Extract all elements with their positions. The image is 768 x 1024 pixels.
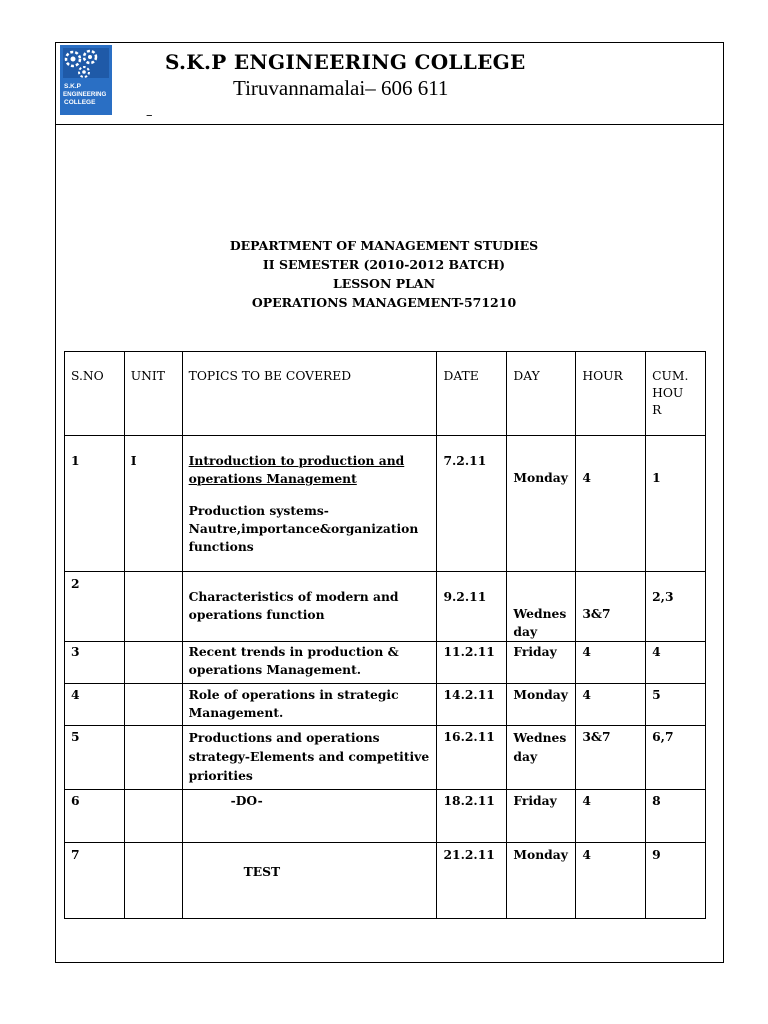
cell-hour: 3&7 bbox=[576, 726, 646, 790]
cell-day: Monday bbox=[507, 436, 576, 572]
table-row bbox=[65, 436, 706, 572]
cell-cum-hour: 1 bbox=[646, 436, 706, 572]
lesson-plan-table bbox=[64, 351, 706, 919]
cell-sno: 1 bbox=[65, 436, 125, 572]
cell-topic: Characteristics of modern and operations function bbox=[182, 572, 437, 642]
cell-day bbox=[507, 726, 576, 790]
cum-hour-line-2: HOU bbox=[652, 386, 684, 400]
subject-title: OPERATIONS MANAGEMENT-571210 bbox=[251, 295, 517, 310]
cell-topic: TEST bbox=[182, 843, 437, 919]
cell-day bbox=[507, 572, 576, 642]
col-header-hour: HOUR bbox=[576, 352, 646, 436]
cell-unit bbox=[124, 726, 182, 790]
cell-cum-hour: 6,7 bbox=[646, 726, 706, 790]
cell-day: Monday bbox=[507, 684, 576, 726]
cell-hour: 4 bbox=[576, 436, 646, 572]
cell-unit bbox=[124, 843, 182, 919]
cell-cum-hour: 2,3 bbox=[646, 572, 706, 642]
semester-title: II SEMESTER (2010-2012 BATCH) bbox=[262, 257, 506, 272]
col-header-day: DAY bbox=[507, 352, 576, 436]
cell-hour: 3&7 bbox=[576, 572, 646, 642]
cell-date: 14.2.11 bbox=[437, 684, 507, 726]
topic-main: Introduction to production and operations Management bbox=[188, 453, 405, 486]
logo-text-1: S.K.P bbox=[64, 83, 81, 90]
cell-sno: 7 bbox=[65, 843, 125, 919]
cell-sno: 6 bbox=[65, 790, 125, 843]
cell-topic: Recent trends in production & operations Management. bbox=[182, 642, 437, 684]
cell-topic: -DO- bbox=[182, 790, 437, 843]
cell-date: 9.2.11 bbox=[437, 572, 507, 642]
day-line-1: Wednes bbox=[513, 730, 567, 745]
logo-text-3: COLLEGE bbox=[64, 99, 96, 106]
header-divider bbox=[55, 124, 724, 125]
cell-unit bbox=[124, 790, 182, 843]
cell-sno: 3 bbox=[65, 642, 125, 684]
header-dash: – bbox=[146, 108, 153, 123]
topic-sub: Production systems- Nautre,importance&organization functions bbox=[188, 503, 419, 554]
cell-date: 7.2.11 bbox=[437, 436, 507, 572]
col-header-sno: S.NO bbox=[65, 352, 125, 436]
table-row bbox=[65, 726, 706, 790]
col-header-unit: UNIT bbox=[124, 352, 182, 436]
cell-unit bbox=[124, 684, 182, 726]
cell-cum-hour: 9 bbox=[646, 843, 706, 919]
table-row bbox=[65, 572, 706, 642]
cell-topic: Role of operations in strategic Management. bbox=[182, 684, 437, 726]
doc-type-title: LESSON PLAN bbox=[332, 276, 436, 291]
cell-topic bbox=[182, 436, 437, 572]
cell-date: 18.2.11 bbox=[437, 790, 507, 843]
cell-unit bbox=[124, 572, 182, 642]
cum-hour-line-3: R bbox=[652, 403, 662, 417]
cell-sno: 5 bbox=[65, 726, 125, 790]
table-row bbox=[65, 843, 706, 919]
college-logo bbox=[60, 45, 112, 115]
college-address: Tiruvannamalai– 606 611 bbox=[233, 76, 449, 100]
document-heading bbox=[0, 236, 768, 312]
cell-date: 21.2.11 bbox=[437, 843, 507, 919]
cell-sno: 4 bbox=[65, 684, 125, 726]
cell-hour: 4 bbox=[576, 843, 646, 919]
cell-day: Friday bbox=[507, 790, 576, 843]
cell-cum-hour: 4 bbox=[646, 642, 706, 684]
table-row bbox=[65, 642, 706, 684]
cell-hour: 4 bbox=[576, 684, 646, 726]
cell-hour: 4 bbox=[576, 790, 646, 843]
cell-topic: Productions and operations strategy-Elements and competitive priorities bbox=[182, 726, 437, 790]
col-header-cum-hour bbox=[646, 352, 706, 436]
cum-hour-line-1: CUM. bbox=[652, 369, 689, 383]
table-row bbox=[65, 684, 706, 726]
department-title: DEPARTMENT OF MANAGEMENT STUDIES bbox=[229, 238, 539, 253]
cell-sno: 2 bbox=[65, 572, 125, 642]
cell-day: Friday bbox=[507, 642, 576, 684]
day-line-1: Wednes bbox=[513, 606, 567, 621]
cell-date: 16.2.11 bbox=[437, 726, 507, 790]
col-header-date: DATE bbox=[437, 352, 507, 436]
day-line-2: day bbox=[513, 749, 538, 764]
table-header-row bbox=[65, 352, 706, 436]
logo-text-2: ENGINEERING bbox=[63, 91, 107, 98]
cell-cum-hour: 8 bbox=[646, 790, 706, 843]
table-row bbox=[65, 790, 706, 843]
cell-day: Monday bbox=[507, 843, 576, 919]
college-name: S.K.P ENGINEERING COLLEGE bbox=[165, 50, 526, 74]
cell-unit: I bbox=[124, 436, 182, 572]
cell-cum-hour: 5 bbox=[646, 684, 706, 726]
day-line-2: day bbox=[513, 624, 538, 639]
cell-hour: 4 bbox=[576, 642, 646, 684]
col-header-topics: TOPICS TO BE COVERED bbox=[182, 352, 437, 436]
cell-unit bbox=[124, 642, 182, 684]
cell-date: 11.2.11 bbox=[437, 642, 507, 684]
